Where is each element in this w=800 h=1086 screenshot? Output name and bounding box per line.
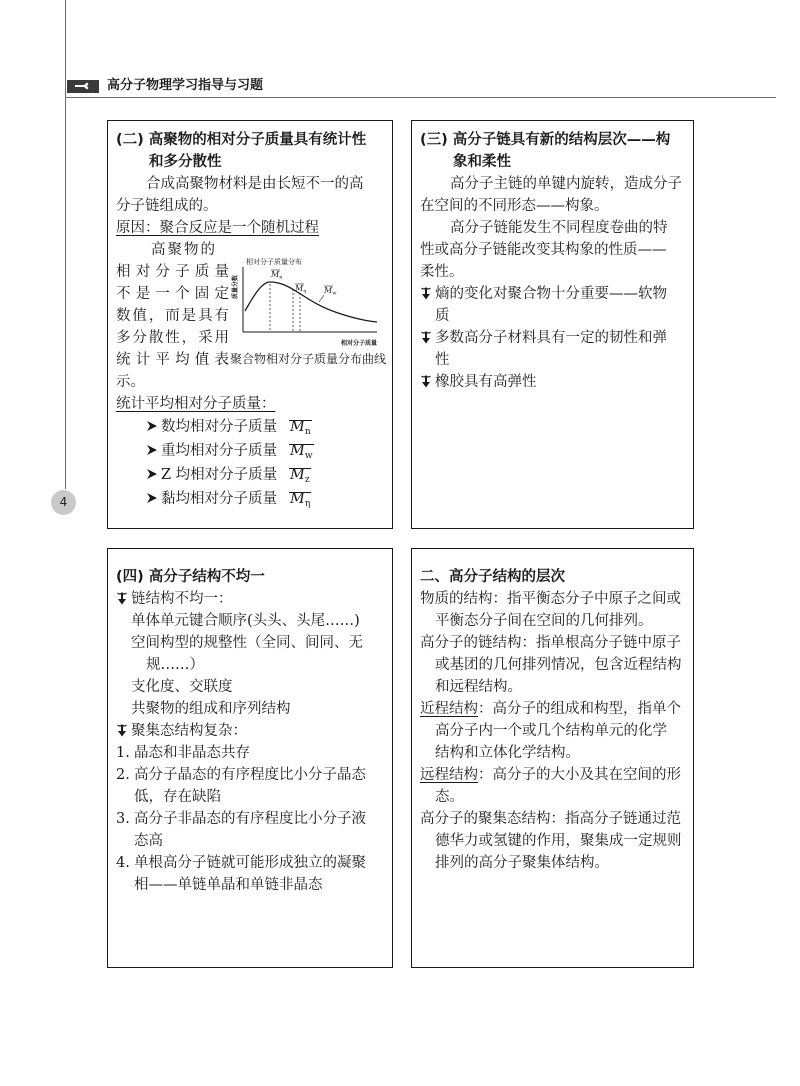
bullet-text: 熵的变化对聚合物十分重要——软物 [435,286,667,302]
definition-continuation: 平衡态分子间在空间的几何排列。 [435,613,653,629]
list-item [420,371,693,393]
panel-title-continuation: 象和柔性 [453,154,511,170]
item-text-continuation: 态高 [134,833,163,849]
paragraph-line: 在空间的不同形态——构象。 [420,198,609,214]
figure-title: 相对分子质量分布 [246,258,302,266]
numbered-item [116,852,392,874]
intro-line: 合成高聚物材料是由长短不一的高 [146,176,364,192]
header-rule [65,97,776,98]
intro-line: 分子链组成的。 [116,198,218,214]
list-item: 单体单元键合顺序(头头、头尾……) [131,613,360,629]
inhomogeneity-panel [107,548,393,968]
definition-text: ：高分子的大小及其在空间的形 [478,767,681,783]
definition-continuation: 高分子内一个或几个结构单元的化学 [435,723,667,739]
average-label: 黏均相对分子质量 [161,491,277,507]
conformation-panel [411,120,694,529]
marker-label-weight-average: Mw [324,286,337,297]
item-text: 高分子晶态的有序程度比小分子晶态 [134,767,366,783]
paragraph-line: 高分子链能发生不同程度卷曲的特 [450,220,668,236]
average-symbol: $M_n$ [290,419,311,437]
panel-title: (三) 高分子链具有新的结构层次——构 [420,132,671,148]
down-arrow-bullet-icon [420,374,435,388]
panel-title-continuation: 和多分散性 [149,154,222,170]
marker-label-number-average: Mn [271,270,283,281]
item-number: 4. [116,855,130,871]
bullet-text-continuation: 质 [435,308,450,324]
definition-text: ：指单根高分子链中原子 [521,635,681,651]
arrowhead-bullet-icon [146,491,161,505]
figure-caption: 聚合物相对分子质量分布曲线 [230,352,387,366]
down-arrow-bullet-icon [116,591,131,605]
item-number: 3. [116,811,130,827]
numbered-item [116,808,392,830]
side-text-line: 相对分子质量 [116,264,229,280]
item-number: 2. [116,767,130,783]
definition-term: 远程结构 [420,767,478,783]
arrowhead-bullet-icon [146,467,161,481]
down-arrow-bullet-icon [420,286,435,300]
list-item [116,463,392,487]
down-arrow-bullet-icon [116,723,131,737]
paragraph-line: 性或高分子链能改变其构象的性质—— [420,242,667,258]
average-label: 数均相对分子质量 [161,419,277,435]
definition-entry [420,588,693,610]
definition-continuation: 或基团的几何排列情况，包含近程结构 [435,657,682,673]
definition-text: ：指高分子链通过范 [550,811,681,827]
definition-continuation: 和远程结构。 [435,679,522,695]
list-item: 支化度、交联度 [131,679,233,695]
distribution-curve [245,282,377,322]
definition-entry [420,808,693,830]
item-text: 单根高分子链就可能形成独立的凝聚 [134,855,366,871]
item-text: 晶态和非晶态共存 [134,745,250,761]
list-item-continuation: 规……） [146,657,204,673]
definition-entry [420,764,693,786]
margin-rule-vertical [65,0,66,489]
list-item [116,415,392,439]
item-text-continuation: 相——单链单晶和单链非晶态 [134,877,323,893]
list-item: 共聚物的组成和序列结构 [131,701,291,717]
bullet-text-continuation: 性 [435,352,450,368]
averages-heading: 统计平均相对分子质量： [116,396,276,412]
bullet-text: 多数高分子材料具有一定的韧性和弹 [435,330,667,346]
paragraph-line: 柔性。 [420,264,464,280]
list-item [420,327,693,349]
side-text-line: 多分散性，采用 [116,330,229,346]
reason-line [116,217,392,239]
side-text-line: 不是一个固定 [116,286,229,302]
page-number: 4 [51,490,76,515]
item-text: 高分子非晶态的有序程度比小分子液 [134,811,366,827]
definition-text: ：指平衡态分子中原子之间或 [492,591,681,607]
definition-term: 高分子的聚集态结构 [420,811,551,827]
panel-title: (二) 高聚物的相对分子质量具有统计性 [116,132,367,148]
definition-text: ：高分子的组成和构型，指单个 [478,701,681,717]
marker-label-viscosity-average: Mη [295,284,307,295]
arrowhead-bullet-icon [146,419,161,433]
figure-y-label: 质量分数 [232,274,239,299]
running-header-title: 高分子物理学习指导与习题 [107,78,264,93]
pointing-hand-icon [67,80,99,93]
distribution-curve-figure [228,255,383,347]
definition-continuation: 排列的高分子聚集体结构。 [435,855,609,871]
molecular-weight-panel [107,120,393,529]
averages-heading-line [116,393,392,415]
definition-term: 近程结构 [420,701,478,717]
item-number: 1. [116,745,130,761]
aggregate-heading: 聚集态结构复杂： [131,723,247,739]
down-arrow-bullet-icon [420,330,435,344]
marker-leader-line [319,295,324,302]
average-label: 重均相对分子质量 [161,443,277,459]
panel-title: (四) 高分子结构不均一 [116,569,265,585]
definition-continuation: 结构和立体化学结构。 [435,745,580,761]
side-text-line: 统计平均值表 [116,352,229,368]
average-symbol: $M_w$ [290,443,313,461]
numbered-item [116,764,392,786]
side-text-line: 高聚物的 [151,242,217,258]
definition-entry [420,698,693,720]
panel-title: 二、高分子结构的层次 [420,569,565,585]
average-label: Z 均相对分子质量 [161,467,278,483]
paragraph-line: 高分子主链的单键内旋转，造成分子 [450,176,682,192]
reason-text: 原因：聚合反应是一个随机过程 [116,220,319,236]
list-heading [116,588,392,610]
average-symbol: $M_z$ [290,467,310,485]
hierarchy-panel [411,548,694,968]
definition-entry [420,632,693,654]
definition-term: 高分子的链结构 [420,635,522,651]
bullet-text: 橡胶具有高弹性 [435,374,537,390]
average-symbol: $M_\eta$ [290,491,311,509]
side-text-line: 示。 [116,374,145,390]
numbered-item [116,742,392,764]
list-item [116,487,392,511]
list-item: 空间构型的规整性（全同、间同、无 [131,635,363,651]
list-item [116,439,392,463]
definition-term: 物质的结构 [420,591,493,607]
arrowhead-bullet-icon [146,443,161,457]
definition-continuation: 态。 [435,789,464,805]
chain-heading: 链结构不均一： [131,591,233,607]
list-heading [116,720,392,742]
list-item [420,283,693,305]
distribution-section [116,239,392,393]
item-text-continuation: 低，存在缺陷 [134,789,221,805]
figure-x-label: 相对分子质量 [340,340,377,347]
definition-continuation: 德华力或氢键的作用，聚集成一定规则 [435,833,682,849]
side-text-line: 数值，而是具有 [116,308,229,324]
